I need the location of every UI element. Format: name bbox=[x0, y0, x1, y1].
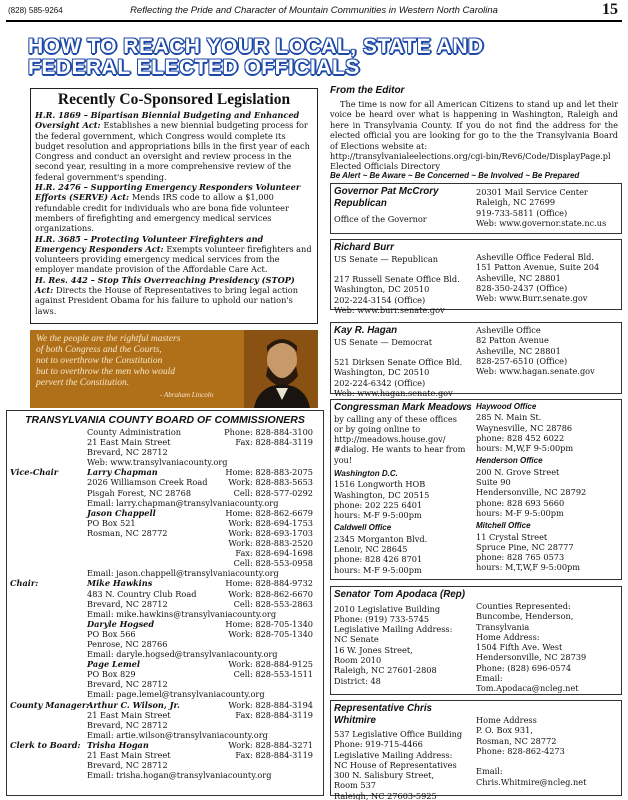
office-title: Caldwell Office bbox=[334, 523, 392, 533]
quote-text bbox=[36, 334, 232, 389]
commissioner-detail: PO Box 829 bbox=[87, 669, 136, 680]
address-line: Legislative Mailing Address: bbox=[334, 624, 453, 635]
address-line: you! bbox=[334, 454, 353, 465]
commissioner-phone: Fax: 828-694-1698 bbox=[235, 548, 313, 559]
header-rule bbox=[6, 20, 622, 22]
commissioner-row bbox=[7, 437, 323, 447]
commissioner-row bbox=[7, 710, 323, 720]
address-line: Raleigh, NC 27603-5925 bbox=[334, 790, 437, 800]
address-line: District: 48 bbox=[334, 675, 381, 686]
commissioner-name: Arthur C. Wilson, Jr. bbox=[87, 699, 180, 710]
office-title: Haywood Office bbox=[476, 402, 537, 411]
commissioner-row bbox=[7, 578, 323, 588]
official-apodaca bbox=[330, 586, 622, 695]
official-name: Governor Pat McCrory bbox=[334, 186, 439, 197]
address-line: Web: www.hagan.senate.gov bbox=[334, 387, 453, 398]
official-governor bbox=[330, 183, 622, 234]
commissioner-detail: 2026 Williamson Creek Road bbox=[87, 477, 208, 488]
address-line: Web: www.burr.senate.gov bbox=[334, 304, 445, 315]
lincoln-portrait-image bbox=[244, 330, 318, 408]
commissioner-row bbox=[7, 508, 323, 518]
quote-line: not to overthrow the Constitution bbox=[36, 356, 163, 366]
address-line: phone: 828 426 8701 bbox=[334, 554, 423, 565]
address-line: 537 Legislative Office Building bbox=[334, 729, 463, 739]
commissioner-phone: Home: 828-883-2075 bbox=[225, 467, 313, 478]
address-line: Chris.Whitmire@ncleg.net bbox=[476, 776, 587, 787]
commissioner-phone: Cell: 828-553-2863 bbox=[233, 598, 313, 609]
commissioner-name: Page Lemel bbox=[87, 659, 140, 670]
address-line: Hendersonville, NC 28792 bbox=[476, 487, 587, 498]
address-line: US Senate — Republican bbox=[334, 253, 438, 264]
title-line-2: FEDERAL ELECTED OFFICIALS bbox=[28, 56, 360, 79]
commissioner-role: County Manager: bbox=[10, 699, 90, 710]
address-line: http://meadows.house.gov/ bbox=[334, 434, 446, 445]
commissioner-detail: Email: jason.chappell@transylvaniacounty.org bbox=[87, 568, 279, 579]
legislation-item bbox=[35, 234, 313, 275]
official-address-right bbox=[476, 325, 595, 376]
quote-line: of both Congress and the Courts, bbox=[36, 345, 162, 355]
commissioner-row bbox=[7, 568, 323, 578]
commissioner-row bbox=[7, 488, 323, 498]
page-number: 15 bbox=[602, 1, 618, 18]
address-line: Rosman, NC 28772 bbox=[476, 735, 557, 746]
address-line: 828-257-6510 (Office) bbox=[476, 355, 568, 366]
commissioner-row bbox=[7, 447, 323, 457]
elections-link[interactable]: http://transylvanialeelections.org/cgi-bin/Rev6/Code/DisplayPage.pl bbox=[330, 151, 611, 161]
official-burr bbox=[330, 239, 622, 315]
commissioner-row bbox=[7, 609, 323, 619]
commissioner-row bbox=[7, 477, 323, 487]
title-line-1: HOW TO REACH YOUR LOCAL, STATE AND bbox=[28, 35, 484, 58]
commissioner-detail: PO Box 521 bbox=[87, 517, 136, 528]
official-address-right bbox=[476, 187, 606, 228]
editor-text: The time is now for all American Citizens to stand up and let their voice be heard over what is happening in Washington, Raleigh and here in Transylvania County. If you do not find the address for the elected official you are looking for go to the the Transylvania Board of Elections website at: bbox=[330, 99, 618, 151]
bill-summary: Exempts volunteer firefighters and volunteers providing emergency medical services from the employer mandate provision of the Affordable Care Act. bbox=[35, 243, 312, 275]
office-henderson bbox=[476, 467, 586, 518]
official-hagan bbox=[330, 322, 622, 398]
commissioner-phone: Fax: 828-884-3119 bbox=[235, 437, 313, 448]
commissioner-phone: Phone: 828-884-3100 bbox=[224, 427, 313, 437]
legislation-list bbox=[35, 110, 313, 316]
commissioner-phone: Cell: 828-577-0292 bbox=[233, 487, 313, 498]
commissioner-detail: Email: daryle.hogsed@transylvaniacounty.org bbox=[87, 649, 278, 660]
address-line: Suite 90 bbox=[476, 477, 511, 488]
address-line: US Senate — Democrat bbox=[334, 336, 433, 347]
address-line: 151 Patton Avenue, Suite 204 bbox=[476, 262, 600, 273]
official-address-left bbox=[334, 254, 474, 316]
commissioners-box bbox=[6, 410, 324, 796]
address-line: Email: bbox=[476, 673, 503, 684]
commissioner-phone: Home: 828-705-1340 bbox=[225, 618, 313, 629]
address-line: Home Address bbox=[476, 715, 537, 725]
address-line: Transylvania bbox=[476, 621, 530, 632]
commissioner-row bbox=[7, 498, 323, 508]
address-line: Asheville, NC 28801 bbox=[476, 272, 561, 283]
commissioner-name: Mike Hawkins bbox=[87, 578, 153, 589]
commissioner-phone: Work: 828-693-1703 bbox=[228, 527, 313, 538]
address-line: 202-224-6342 (Office) bbox=[334, 377, 426, 388]
address-line: 285 N. Main St. bbox=[476, 412, 542, 423]
commissioner-row bbox=[7, 427, 323, 437]
commissioner-role: Clerk to Board: bbox=[10, 739, 81, 750]
commissioner-row bbox=[7, 619, 323, 629]
commissioner-row bbox=[7, 679, 323, 689]
official-name: Kay R. Hagan bbox=[334, 325, 398, 336]
address-line: phone: 828 693 5660 bbox=[476, 497, 565, 508]
official-name: Congressman Mark Meadows bbox=[334, 402, 472, 413]
office-mitchell bbox=[476, 532, 586, 573]
address-line: Washington, DC 20510 bbox=[334, 284, 430, 295]
commissioner-detail: 483 N. Country Club Road bbox=[87, 588, 197, 599]
commissioner-detail: Brevard, NC 28712 bbox=[87, 447, 168, 458]
commissioner-row bbox=[7, 589, 323, 599]
address-line: Raleigh, NC 27601-2808 bbox=[334, 665, 437, 676]
official-party: Republican bbox=[334, 197, 387, 209]
address-line: phone: 828 452 6022 bbox=[476, 432, 565, 443]
address-line: Phone: (919) 733-5745 bbox=[334, 613, 430, 624]
address-line: Web: www.governor.state.nc.us bbox=[476, 217, 607, 228]
header-tagline: Reflecting the Pride and Character of Mountain Communities in Western North Carolina bbox=[130, 5, 498, 16]
address-line: hours: M,T,W,F 9-5:00pm bbox=[476, 562, 581, 573]
address-line: 919-733-5811 (Office) bbox=[476, 207, 568, 218]
commissioner-phone: Work: 828-884-9125 bbox=[228, 659, 313, 670]
official-whitmire bbox=[330, 700, 622, 800]
address-line: Tom.Apodaca@ncleg.net bbox=[476, 683, 579, 694]
commissioner-detail: 21 East Main Street bbox=[87, 709, 171, 720]
address-line: Phone: (828) 696-0574 bbox=[476, 662, 572, 673]
quote-line: but to overthrow the men who would bbox=[36, 367, 175, 377]
address-line: 82 Patton Avenue bbox=[476, 335, 549, 346]
commissioner-detail: Rosman, NC 28772 bbox=[87, 527, 168, 538]
address-line: Asheville Office Federal Bld. bbox=[476, 252, 595, 262]
address-line: hours: M-F 9-5:00pm bbox=[476, 507, 564, 518]
commissioner-row bbox=[7, 669, 323, 679]
commissioner-name: Trisha Hogan bbox=[87, 739, 149, 750]
legislation-item bbox=[35, 110, 313, 182]
commissioner-row bbox=[7, 457, 323, 467]
commissioner-detail: Penrose, NC 28766 bbox=[87, 638, 168, 649]
header-phone: (828) 585-9264 bbox=[8, 6, 63, 15]
office-title: Mitchell Office bbox=[476, 521, 531, 531]
address-line: 217 Russell Senate Office Bld. bbox=[334, 274, 460, 285]
bill-title: H.R. 3685 – Protecting Volunteer Firefighters and Emergency Responders Act: bbox=[35, 233, 264, 254]
address-line bbox=[476, 756, 586, 766]
address-line: phone: 828 765 0573 bbox=[476, 552, 565, 563]
commissioner-detail: Brevard, NC 28712 bbox=[87, 679, 168, 690]
office-dc bbox=[334, 479, 474, 520]
commissioner-detail: 21 East Main Street bbox=[87, 750, 171, 760]
address-line: hours: M,W,F 9-5:00pm bbox=[476, 443, 574, 454]
address-line: Buncombe, Henderson, bbox=[476, 611, 574, 622]
address-line: NC House of Representatives bbox=[334, 759, 457, 770]
commissioner-row bbox=[7, 730, 323, 740]
address-line: Phone: 828-862-4273 bbox=[476, 745, 565, 756]
address-line: 1516 Longworth HOB bbox=[334, 479, 426, 490]
bill-summary: Mends IRS code to allow a $1,000 refundable credit for individuals who are bona fide volunteer members of firefighting and emergency medical services organizations. bbox=[35, 192, 289, 234]
quote-author: - Abraham Lincoln bbox=[160, 391, 214, 399]
address-line: 300 N. Salisbury Street, bbox=[334, 770, 435, 781]
page-title bbox=[28, 36, 608, 78]
address-line: 1504 Fifth Ave. West bbox=[476, 642, 563, 653]
commissioner-row bbox=[7, 599, 323, 609]
legislation-box bbox=[30, 88, 318, 324]
commissioner-row bbox=[7, 548, 323, 558]
address-line: Email: bbox=[476, 766, 503, 777]
commissioner-phone: Work: 828-883-2520 bbox=[228, 538, 313, 549]
address-line: 828-350-2437 (Office) bbox=[476, 282, 568, 293]
commissioner-detail: Pisgah Forest, NC 28768 bbox=[87, 487, 192, 498]
address-line: 200 N. Grove Street bbox=[476, 466, 560, 477]
address-line: Washington, DC 20515 bbox=[334, 489, 430, 500]
commissioner-detail: Email: trisha.hogan@transylvaniacounty.org bbox=[87, 770, 272, 781]
address-line: Home Address: bbox=[476, 631, 540, 642]
official-address-left bbox=[334, 214, 472, 224]
commissioner-row bbox=[7, 518, 323, 528]
address-line: Web: www.hagan.senate.gov bbox=[476, 366, 595, 377]
commissioner-phone: Cell: 828-553-1511 bbox=[233, 669, 313, 680]
address-line: 521 Dirksen Senate Office Bld. bbox=[334, 357, 463, 368]
legislation-heading: Recently Co-Sponsored Legislation bbox=[57, 91, 291, 108]
bill-title: H.R. 2476 – Supporting Emergency Responders Volunteer Efforts (SERVE) Act: bbox=[35, 182, 301, 203]
commissioner-detail: County Administration bbox=[87, 427, 182, 437]
commissioner-detail: Email: page.lemel@transylvaniacounty.org bbox=[87, 689, 265, 700]
commissioner-detail: Brevard, NC 28712 bbox=[87, 719, 168, 730]
legislation-item bbox=[35, 182, 313, 233]
commissioner-row bbox=[7, 700, 323, 710]
commissioner-row bbox=[7, 528, 323, 538]
address-line: Office of the Governor bbox=[334, 214, 427, 224]
address-line: P. O. Box 931, bbox=[476, 725, 533, 736]
commissioner-phone: Work: 828-884-3271 bbox=[228, 739, 313, 750]
official-name: Senator Tom Apodaca (Rep) bbox=[334, 589, 465, 600]
commissioner-phone: Work: 828-705-1340 bbox=[228, 628, 313, 639]
address-line: Waynesville, NC 28786 bbox=[476, 422, 573, 433]
commissioner-row bbox=[7, 720, 323, 730]
address-line: hours: M-F 9-5:00pm bbox=[334, 564, 422, 575]
meadows-intro bbox=[334, 414, 474, 465]
commissioner-phone: Work: 828-883-5653 bbox=[228, 477, 313, 488]
bill-summary: Directs the House of Representatives to bring legal action against President Obama for his failure to uphold our nation's laws. bbox=[35, 285, 298, 316]
commissioner-phone: Home: 828-884-9732 bbox=[225, 578, 313, 589]
address-line: 2345 Morganton Blvd. bbox=[334, 533, 428, 544]
official-address-left bbox=[334, 729, 474, 800]
address-line: Phone: 919-715-4466 bbox=[334, 739, 423, 750]
commissioner-phone: Work: 828-694-1753 bbox=[228, 517, 313, 528]
office-title: Washington D.C. bbox=[334, 468, 398, 478]
commissioner-row bbox=[7, 467, 323, 477]
quote-line: pervert the Constitution. bbox=[36, 378, 130, 388]
office-title: Henderson Office bbox=[476, 456, 543, 466]
commissioner-row bbox=[7, 740, 323, 750]
address-line: Counties Represented: bbox=[476, 601, 571, 611]
address-line: Web: www.Burr.senate.gov bbox=[476, 293, 588, 304]
legislation-item bbox=[35, 275, 313, 316]
commissioner-role: Vice-Chair bbox=[10, 467, 59, 478]
official-address-right bbox=[476, 715, 586, 787]
commissioner-phone: Work: 828-884-3194 bbox=[228, 699, 313, 710]
elections-directory: Elected Officials Directory bbox=[330, 161, 440, 172]
address-line: Asheville, NC 28801 bbox=[476, 345, 561, 356]
official-name: Representative Chris Whitmire bbox=[334, 703, 433, 726]
commissioner-row bbox=[7, 538, 323, 548]
official-address-right bbox=[476, 601, 586, 694]
address-line: Washington, DC 20510 bbox=[334, 367, 430, 378]
address-line: Spruce Pine, NC 28777 bbox=[476, 541, 574, 552]
commissioner-row bbox=[7, 558, 323, 568]
commissioner-phone: Cell: 828-553-0958 bbox=[233, 558, 313, 569]
commissioner-row bbox=[7, 689, 323, 699]
commissioner-detail: Email: larry.chapman@transylvaniacounty.org bbox=[87, 497, 279, 508]
office-haywood bbox=[476, 412, 586, 453]
commissioner-phone: Work: 828-862-6670 bbox=[228, 588, 313, 599]
commissioner-row bbox=[7, 659, 323, 669]
commissioner-row bbox=[7, 649, 323, 659]
commissioner-phone: Fax: 828-884-3119 bbox=[235, 750, 313, 760]
address-line: NC Senate bbox=[334, 634, 379, 645]
address-line bbox=[334, 264, 474, 274]
address-line: Room 537 bbox=[334, 780, 377, 791]
address-line: 20301 Mail Service Center bbox=[476, 187, 588, 197]
address-line: hours: M-F 9-5:00pm bbox=[334, 510, 422, 521]
address-line: 11 Crystal Street bbox=[476, 531, 548, 542]
commissioner-detail: Email: artie.wilson@transylvaniacounty.org bbox=[87, 729, 268, 740]
commissioner-detail: Web: www.transylvaniacounty.org bbox=[87, 457, 228, 468]
commissioners-heading: TRANSYLVANIA COUNTY BOARD OF COMMISSIONERS bbox=[25, 414, 305, 426]
official-address-left bbox=[334, 337, 474, 399]
office-caldwell bbox=[334, 534, 474, 575]
address-line: 2010 Legislative Building bbox=[334, 603, 441, 614]
commissioner-role: Chair: bbox=[10, 578, 39, 589]
address-line: #dialog. He wants to hear from bbox=[334, 444, 466, 455]
commissioners-list bbox=[7, 427, 323, 780]
commissioner-name: Jason Chappell bbox=[87, 507, 156, 518]
address-line: Legislative Mailing Address: bbox=[334, 749, 453, 760]
commissioner-row bbox=[7, 770, 323, 780]
address-line: Hendersonville, NC 28739 bbox=[476, 652, 587, 663]
commissioner-detail: 21 East Main Street bbox=[87, 437, 171, 448]
address-line: Raleigh, NC 27699 bbox=[476, 197, 556, 208]
address-line: Room 2010 bbox=[334, 654, 382, 665]
commissioner-detail: Brevard, NC 28712 bbox=[87, 598, 168, 609]
commissioner-row bbox=[7, 750, 323, 760]
official-address-left bbox=[334, 604, 474, 686]
address-line: by calling any of these offices bbox=[334, 413, 457, 424]
editor-heading: From the Editor bbox=[330, 85, 405, 96]
address-line: or by going online to bbox=[334, 423, 421, 434]
address-line: 16 W. Jones Street, bbox=[334, 644, 413, 655]
quote-line: We the people are the rightful masters bbox=[36, 334, 181, 344]
lincoln-quote-panel bbox=[30, 330, 318, 408]
commissioner-row bbox=[7, 760, 323, 770]
commissioner-row bbox=[7, 639, 323, 649]
official-meadows bbox=[330, 399, 622, 580]
address-line: phone: 202 225 6401 bbox=[334, 499, 423, 510]
address-line: 202-224-3154 (Office) bbox=[334, 294, 426, 305]
commissioner-phone: Fax: 828-884-3119 bbox=[235, 709, 313, 720]
bill-summary: Establishes a new biennial budgeting process for the federal government, which Congress would complete its budget resolution and appropriations bills in the first year of each Congress and conduct an oversight and review process in the second year, resulting in a more comprehensive review of the federal government's spending. bbox=[35, 120, 310, 182]
commissioner-detail: Email: mike.hawkins@transylvaniacounty.org bbox=[87, 608, 277, 619]
editor-link-block bbox=[330, 151, 611, 172]
bill-title: H.R. 1869 – Bipartisan Biennial Budgeting and Enhanced Oversight Act: bbox=[35, 110, 300, 131]
commissioner-name: Daryle Hogsed bbox=[87, 618, 155, 629]
commissioner-row bbox=[7, 629, 323, 639]
bill-title: H. Res. 442 – Stop This Overreaching Presidency (STOP) Act: bbox=[35, 274, 295, 296]
official-address-right bbox=[476, 252, 599, 303]
commissioner-name: Larry Chapman bbox=[87, 467, 158, 478]
official-name: Richard Burr bbox=[334, 242, 394, 253]
editor-banner: Be Alert ~ Be Aware ~ Be Concerned ~ Be Involved ~ Be Prepared bbox=[330, 171, 580, 180]
address-line: Lenoir, NC 28645 bbox=[334, 544, 408, 555]
commissioner-detail: Brevard, NC 28712 bbox=[87, 760, 168, 771]
commissioner-phone: Home: 828-862-6679 bbox=[225, 507, 313, 518]
address-line bbox=[334, 347, 474, 357]
address-line: Asheville Office bbox=[476, 325, 541, 335]
commissioner-detail: PO Box 566 bbox=[87, 628, 136, 639]
